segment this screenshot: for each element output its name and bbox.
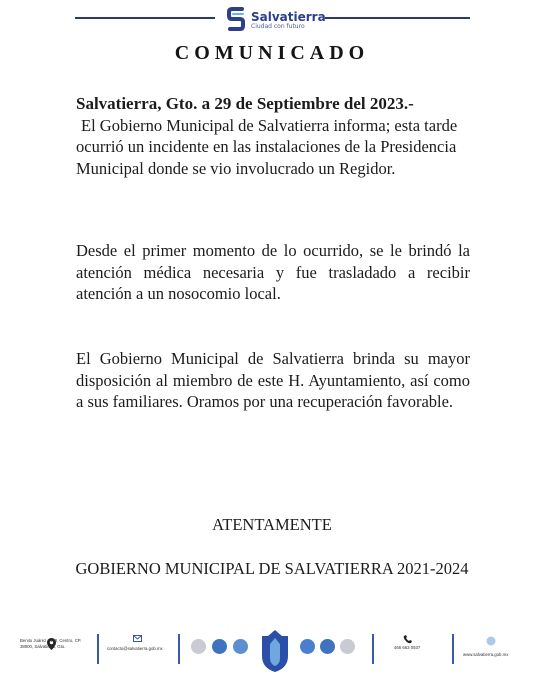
footer <box>0 622 544 680</box>
footer-address: Benito Juárez #408, Centro, CP. 38900, Salvatierra, Gto. <box>20 638 82 649</box>
footer-email[interactable]: contacto@salvatierra.gob.mx <box>107 646 163 651</box>
signature-line: GOBIERNO MUNICIPAL DE SALVATIERRA 2021-2024 <box>75 559 469 578</box>
badge-icon <box>212 639 227 654</box>
footer-divider <box>452 634 454 664</box>
footer-divider <box>178 634 180 664</box>
salvatierra-logo-icon <box>227 6 247 34</box>
coat-of-arms-icon <box>258 628 292 674</box>
footer-website[interactable]: www.salvatierra.gob.mx <box>463 652 509 657</box>
footer-divider <box>372 634 374 664</box>
header-rule-right <box>325 17 470 19</box>
logo-name: Salvatierra <box>251 9 326 24</box>
logo-tagline: Ciudad con futuro <box>251 22 305 30</box>
badge-icon <box>233 639 248 654</box>
badge-icon <box>320 639 335 654</box>
paragraph-2: Desde el primer momento de lo ocurrido, se le brindó la atención médica necesaria y fue trasladado a recibir atención a un nosocomio local. <box>76 241 470 304</box>
badge-icon <box>191 639 206 654</box>
badge-icon <box>340 639 355 654</box>
paragraph-1-body: El Gobierno Municipal de Salvatierra informa; esta tarde ocurrió un incidente en las instalaciones de la Presidencia Municipal donde se vio involucrado un Regidor. <box>76 115 458 178</box>
footer-phone[interactable]: 466 663 0937 <box>394 645 421 650</box>
badge-icon <box>300 639 315 654</box>
header-rule-left <box>75 17 215 19</box>
phone-icon <box>403 635 413 644</box>
globe-icon <box>486 636 496 646</box>
salvatierra-logo <box>227 4 327 36</box>
footer-divider <box>97 634 99 664</box>
paragraph-1 <box>76 93 470 179</box>
dateline: Salvatierra, Gto. a 29 de Septiembre del 2023.- <box>76 94 414 113</box>
closing-salutation: ATENTAMENTE <box>212 515 332 534</box>
document-title: COMUNICADO <box>174 42 370 64</box>
paragraph-3: El Gobierno Municipal de Salvatierra brinda su mayor disposición al miembro de este H. Ayuntamiento, así como a sus familiares. Oramos por una recuperación favorable. <box>76 349 470 412</box>
mail-icon <box>133 635 142 642</box>
